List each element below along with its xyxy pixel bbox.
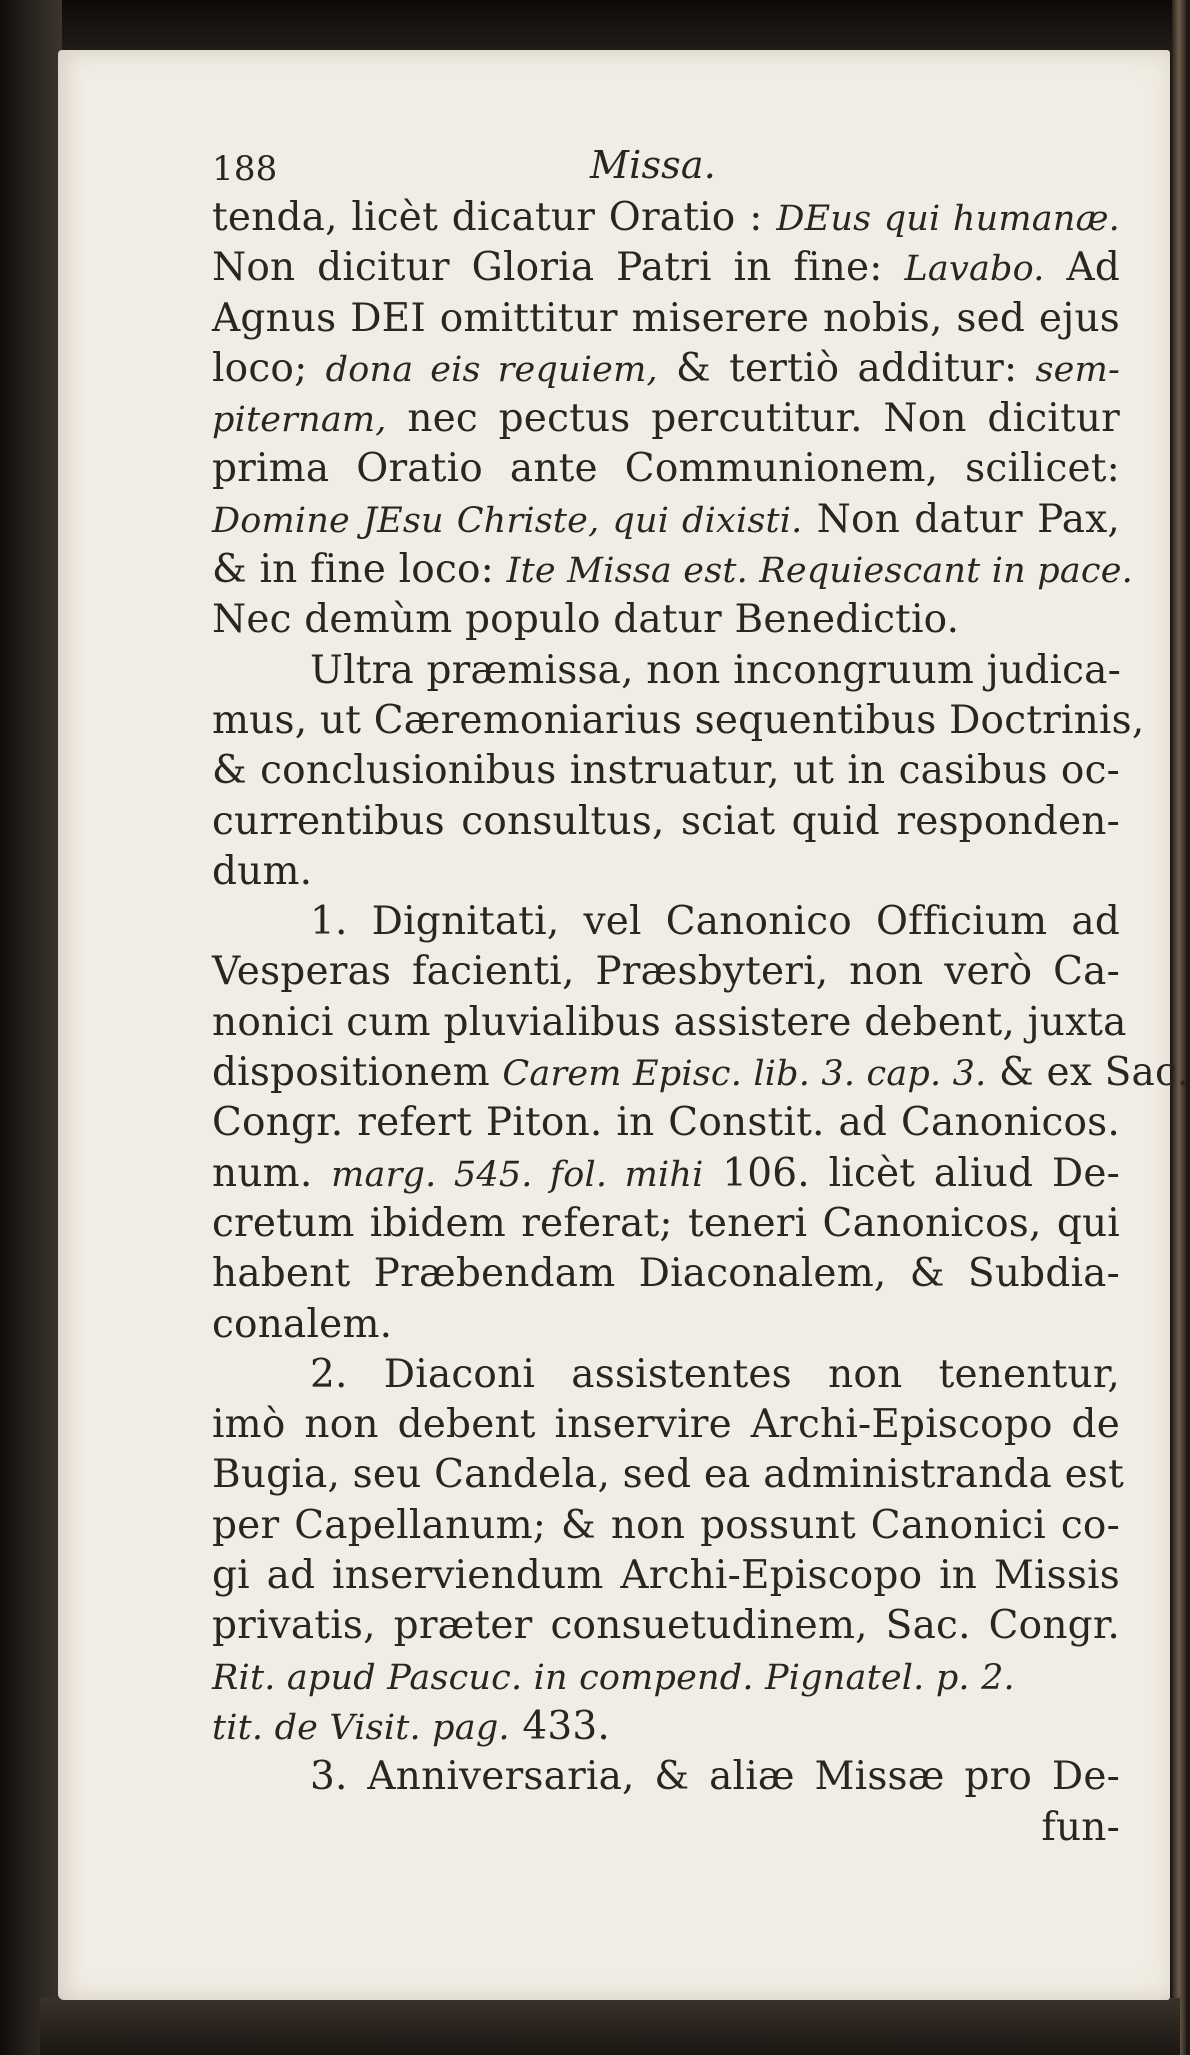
text-line [212, 193, 1120, 243]
text-segment: Congr. refert Piton. in Constit. ad Canonicos. [212, 1100, 1120, 1146]
text-segment: dona eis requiem, [325, 349, 658, 390]
text-segment: Domine JEsu Christe, qui dixisti. [212, 500, 803, 541]
text-segment: 2. Diaconi assistentes non tenentur, [310, 1351, 1120, 1397]
text-line [212, 243, 1120, 293]
text-segment: num. [212, 1150, 332, 1196]
page-number: 188 [212, 149, 278, 189]
text-line [212, 1098, 1120, 1148]
text-line [212, 646, 1120, 696]
text-segment: habent Præbendam Diaconalem, & Subdia- [212, 1251, 1120, 1297]
running-title: Missa. [590, 143, 716, 187]
text-segment: 1. Dignitati, vel Canonico Officium ad [310, 899, 1120, 945]
text-line [212, 1300, 1120, 1350]
text-segment: Non datur Pax, [802, 496, 1120, 542]
text-segment: tenda, licèt dicatur Oratio : [212, 195, 777, 240]
text-segment: & conclusionibus instruatur, ut in casibus oc- [212, 748, 1120, 794]
text-line [212, 847, 1120, 897]
text-line [212, 1249, 1120, 1299]
text-segment: fun- [1041, 1804, 1120, 1850]
text-segment: Ad [1044, 245, 1120, 291]
text-line [212, 1149, 1120, 1199]
text-segment: & tertiò additur: [657, 345, 1036, 391]
text-line [212, 1501, 1120, 1551]
text-segment: nec pectus percutitur. Non dicitur [386, 396, 1120, 442]
text-segment: prima Oratio ante Communionem, scilicet: [212, 446, 1120, 492]
text-segment: DEus qui humanæ. [776, 199, 1120, 239]
text-line [212, 545, 1133, 595]
text-line [212, 1350, 1120, 1400]
text-segment: Ite Missa est. Requiescant in pace. [506, 551, 1133, 592]
text-segment: imò non debent inservire Archi-Episcopo de [212, 1402, 1120, 1448]
text-segment: nonici cum pluvialibus assistere debent, juxta [212, 999, 1127, 1045]
text-segment: 106. licèt aliud De- [703, 1150, 1120, 1196]
text-segment: dum. [212, 848, 313, 894]
text-line [212, 1803, 1120, 1853]
text-segment: & in fine loco: [212, 547, 507, 593]
text-segment: loco; [212, 345, 326, 391]
text-line [212, 696, 1145, 746]
book-binding-bottom [40, 1998, 1180, 2055]
text-line [212, 947, 1120, 997]
text-line [212, 998, 1127, 1048]
text-line [212, 1652, 1120, 1702]
text-segment: Nec demùm populo datur Benedictio. [212, 597, 960, 643]
text-segment: Non dicitur Gloria Patri in fine: [212, 245, 905, 291]
text-segment: privatis, præter consuetudinem, Sac. Congr. [212, 1603, 1120, 1649]
text-line [212, 394, 1120, 444]
text-line [212, 495, 1120, 545]
text-segment: dispositionem [212, 1050, 503, 1096]
text-line [212, 1601, 1120, 1651]
text-line [212, 1702, 1120, 1752]
text-segment: & ex Sac. [986, 1050, 1190, 1096]
text-segment: Lavabo. [904, 249, 1045, 290]
page-text [212, 143, 1190, 1853]
text-segment: Carem Episc. lib. 3. cap. 3. [502, 1054, 987, 1095]
text-segment: Rit. apud Pascuc. in compend. Pignatel. p. 2. [212, 1657, 1015, 1698]
text-line [212, 444, 1120, 494]
text-segment: marg. 545. fol. mihi [331, 1154, 704, 1195]
text-segment: Ultra præmissa, non incongruum judica- [310, 647, 1121, 693]
text-segment: Agnus DEI omittitur miserere nobis, sed ejus [212, 295, 1120, 341]
book-binding-left [0, 0, 62, 2055]
book-binding-top [0, 0, 1186, 52]
text-segment: 433. [509, 1703, 610, 1749]
text-segment: tit. de Visit. pag. [212, 1707, 510, 1748]
page-header [212, 143, 1120, 193]
text-segment: piternam, [212, 400, 387, 441]
body-text [212, 193, 1190, 1853]
text-segment: mus, ut Cæremoniarius sequentibus Doctrinis, [212, 697, 1145, 743]
text-segment: gi ad inserviendum Archi-Episcopo in Missis [212, 1553, 1120, 1599]
text-segment: Vesperas facienti, Præsbyteri, non verò Ca- [212, 949, 1120, 995]
text-line [212, 344, 1120, 394]
text-line [212, 897, 1120, 947]
text-line [212, 595, 1120, 645]
text-line [212, 746, 1120, 796]
text-line [212, 1752, 1120, 1802]
text-segment: currentibus consultus, sciat quid responden- [212, 798, 1120, 844]
text-line [212, 1551, 1120, 1601]
text-line [212, 1400, 1120, 1450]
text-line [212, 1450, 1124, 1500]
text-segment: Bugia, seu Candela, sed ea administranda est [212, 1452, 1124, 1498]
text-segment: conalem. [212, 1301, 393, 1347]
book-edge-right [1172, 0, 1186, 2055]
text-line [212, 1199, 1120, 1249]
text-segment: sem- [1035, 349, 1121, 390]
text-segment: 3. Anniversaria, & aliæ Missæ pro De- [310, 1754, 1120, 1800]
text-segment: cretum ibidem referat; teneri Canonicos, qui [212, 1200, 1120, 1246]
text-line [212, 797, 1120, 847]
text-segment: per Capellanum; & non possunt Canonici co- [212, 1502, 1120, 1548]
text-line [212, 1048, 1190, 1098]
text-line [212, 294, 1120, 344]
